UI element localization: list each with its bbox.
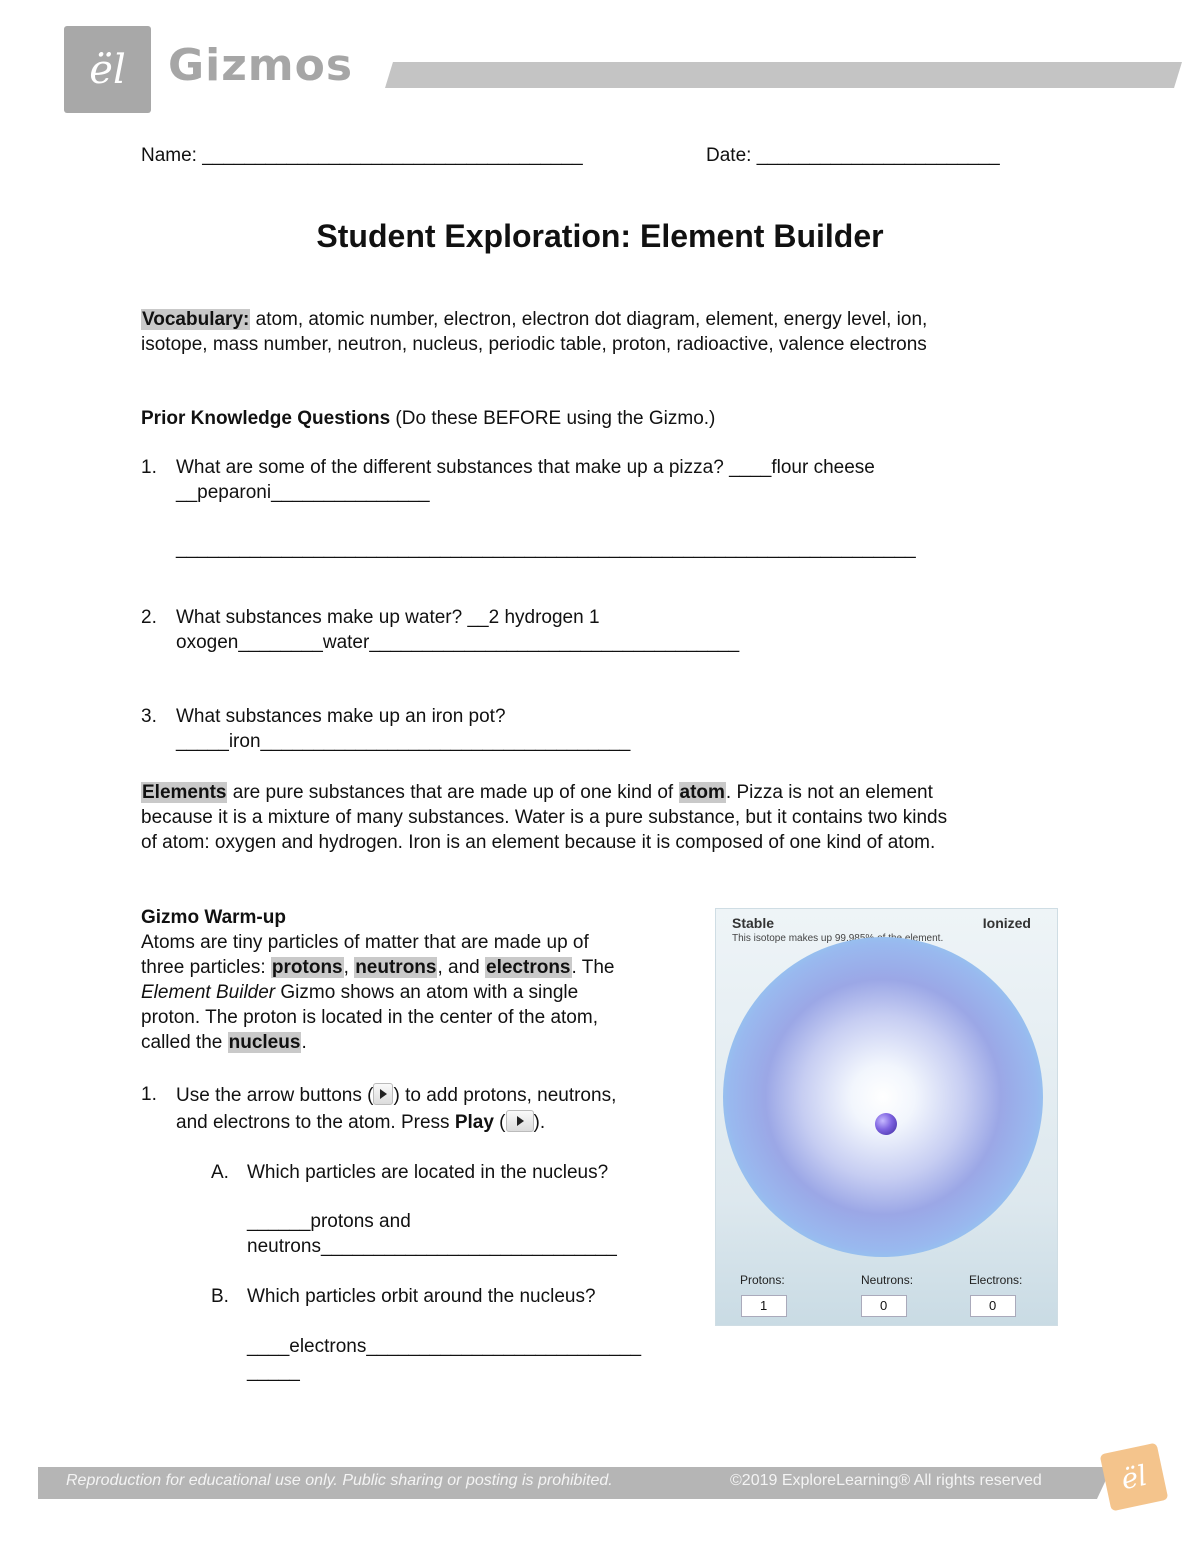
prior-heading <box>141 406 715 431</box>
prior-q2-num: 2. <box>141 607 157 628</box>
elements-paragraph <box>141 780 947 855</box>
footer-reproduction-note: Reproduction for educational use only. Public sharing or posting is prohibited. <box>66 1472 613 1489</box>
warmup-block <box>141 905 614 1055</box>
electrons-label: Electrons: <box>969 1273 1023 1287</box>
page-title: Student Exploration: Element Builder <box>316 218 884 254</box>
warmup-heading: Gizmo Warm-up <box>141 907 286 928</box>
proton-nucleus <box>875 1113 897 1135</box>
warmup-line-2-post: . The <box>571 957 615 978</box>
protons-label: Protons: <box>740 1273 785 1287</box>
prior-q1-line-3[interactable]: ______________________________________________________________________ <box>176 538 916 559</box>
term-protons: protons <box>271 957 343 978</box>
warmup-line-3-rest: Gizmo shows an atom with a single <box>275 982 579 1003</box>
name-blank[interactable]: ____________________________________ <box>202 145 583 166</box>
warmup-line-5-pre: called the <box>141 1032 228 1053</box>
warmup-q1-l2-mid: ( <box>493 1112 506 1133</box>
warmup-and: , and <box>437 957 486 978</box>
warmup-q1-l2-pre: and electrons to the atom. Press <box>176 1112 455 1133</box>
warmup-line-5-post: . <box>301 1032 307 1053</box>
term-elements: Elements <box>142 782 227 803</box>
term-nucleus: nucleus <box>228 1032 301 1053</box>
prior-q3-num: 3. <box>141 706 157 727</box>
warmup-qb-question: Which particles orbit around the nucleus? <box>247 1286 596 1307</box>
warmup-line-4: proton. The proton is located in the center of the atom, <box>141 1007 598 1028</box>
prior-q2-line-1: What substances make up water? __2 hydrogen 1 <box>176 607 600 628</box>
vocabulary-line-1: atom, atomic number, electron, electron dot diagram, element, energy level, ion, <box>250 309 928 330</box>
electrons-field: 0 <box>970 1295 1016 1317</box>
play-button-icon <box>506 1110 534 1132</box>
warmup-q1-num: 1. <box>141 1084 157 1105</box>
warmup-q1-l2-post: ). <box>533 1112 546 1133</box>
term-atom: atom <box>679 782 725 803</box>
date-label: Date: <box>706 145 752 166</box>
term-neutrons: neutrons <box>355 957 437 978</box>
elements-line-3: of atom: oxygen and hydrogen. Iron is an element because it is composed of one kind of atom. <box>141 832 936 853</box>
prior-heading-note: (Do these BEFORE using the Gizmo.) <box>390 408 716 429</box>
warmup-q1-l1-pre: Use the arrow buttons ( <box>176 1085 374 1106</box>
warmup-line-1: Atoms are tiny particles of matter that are made up of <box>141 932 589 953</box>
gizmos-brand: Gizmos <box>168 40 354 91</box>
warmup-comma: , <box>343 957 355 978</box>
warmup-qb-answer[interactable] <box>247 1334 641 1384</box>
footer-copyright: ©2019 ExploreLearning® All rights reserved <box>730 1472 1042 1489</box>
warmup-qa-question: Which particles are located in the nucleus? <box>247 1162 609 1183</box>
footer-explorelearning-logo: ël <box>1100 1443 1169 1512</box>
warmup-qb-answer-1[interactable]: ____electrons__________________________ <box>247 1336 642 1357</box>
elements-text-1: are pure substances that are made up of one kind of <box>227 782 679 803</box>
prior-q1-num: 1. <box>141 457 157 478</box>
warmup-qa-answer-1[interactable]: ______protons and <box>247 1211 411 1232</box>
vocabulary-block <box>141 307 927 357</box>
term-electrons: electrons <box>486 957 571 978</box>
prior-q2 <box>176 605 739 655</box>
warmup-qa-letter: A. <box>211 1162 229 1183</box>
warmup-q1 <box>176 1082 616 1136</box>
elements-text-2: . Pizza is not an element <box>725 782 933 803</box>
warmup-qa-answer[interactable] <box>247 1209 617 1259</box>
prior-q3-line-2[interactable]: _____iron___________________________________ <box>176 731 631 752</box>
prior-q3 <box>176 704 630 754</box>
play-word: Play <box>454 1112 494 1133</box>
warmup-qb-answer-2[interactable]: _____ <box>247 1361 300 1382</box>
atom-electron-cloud <box>723 937 1043 1257</box>
warmup-qb-letter: B. <box>211 1286 229 1307</box>
element-builder-italic: Element Builder <box>141 982 276 1003</box>
arrow-button-icon <box>373 1083 393 1105</box>
vocabulary-label: Vocabulary: <box>142 309 250 330</box>
elements-line-2: because it is a mixture of many substances. Water is a pure substance, but it contains two kinds <box>141 807 948 828</box>
prior-q1 <box>176 455 875 505</box>
explorelearning-logo: ël <box>64 26 151 113</box>
isotope-note: This isotope makes up 99.985% of the element. <box>732 933 944 944</box>
neutrons-field: 0 <box>861 1295 907 1317</box>
warmup-qa-answer-2[interactable]: neutrons____________________________ <box>247 1236 617 1257</box>
date-line <box>706 144 1000 168</box>
prior-q3-line-1: What substances make up an iron pot? <box>176 706 506 727</box>
ionized-label: Ionized <box>982 915 1031 931</box>
warmup-q1-l1-post: ) to add protons, neutrons, <box>393 1085 617 1106</box>
prior-q2-line-2[interactable]: oxogen________water___________________________________ <box>176 632 740 653</box>
name-line <box>141 144 583 168</box>
gizmo-atom-panel <box>715 908 1058 1326</box>
prior-q1-line-1: What are some of the different substances that make up a pizza? ____flour cheese <box>176 457 875 478</box>
warmup-line-2-pre: three particles: <box>141 957 271 978</box>
date-blank[interactable]: _______________________ <box>756 145 1000 166</box>
neutrons-label: Neutrons: <box>861 1273 914 1287</box>
name-label: Name: <box>141 145 197 166</box>
stable-label: Stable <box>732 915 775 931</box>
vocabulary-line-2: isotope, mass number, neutron, nucleus, periodic table, proton, radioactive, valence electrons <box>141 334 927 355</box>
prior-q1-line-2[interactable]: __peparoni_______________ <box>176 482 430 503</box>
protons-field: 1 <box>741 1295 787 1317</box>
prior-heading-title: Prior Knowledge Questions <box>141 408 391 429</box>
header-bar <box>385 62 1182 88</box>
